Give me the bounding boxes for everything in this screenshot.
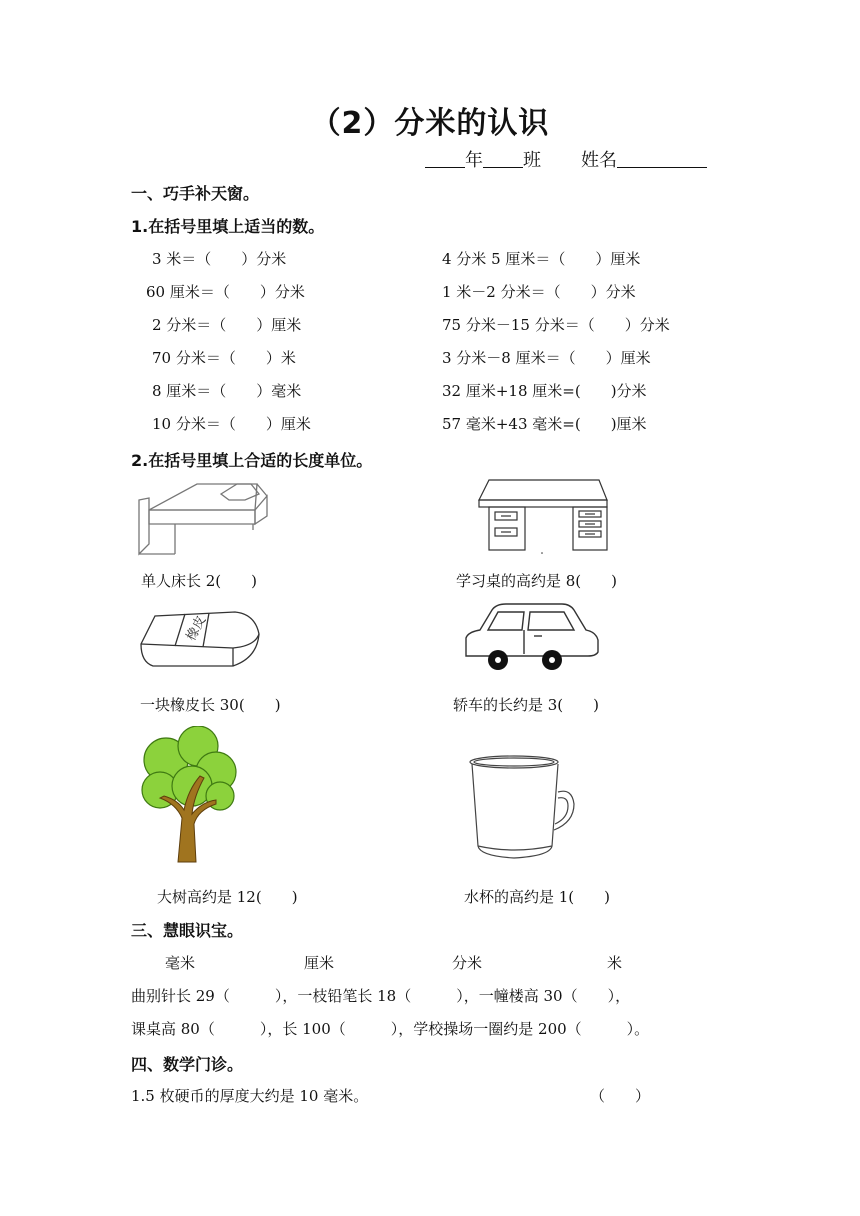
q1-right-item: 75 分米－15 分米＝（ ）分米 [442,316,670,334]
section3-line2: 课桌高 80（ ），长 100（ ），学校操场一圈约是 200（ ）。 [131,1020,650,1038]
section3-heading: 三、慧眼识宝。 [131,921,244,940]
q1-left-item: 8 厘米＝（ ）毫米 [152,382,302,400]
q1-right-item: 3 分米－8 厘米＝（ ）厘米 [442,349,651,367]
year-blank[interactable] [425,149,465,168]
unit-option: 厘米 [304,954,335,972]
bed-image [135,474,275,558]
class-name-line [425,146,707,172]
car-question: 轿车的长约是 3( ) [453,696,600,714]
class-label: 班 [523,150,541,171]
eraser-image [137,608,262,670]
page-title: （2）分米的认识 [310,106,550,141]
section4-heading: 四、数学门诊。 [131,1055,244,1074]
unit-option: 米 [607,954,623,972]
section4-q1-answer: （ ） [590,1087,651,1105]
eraser-question: 一块橡皮长 30( ) [140,696,281,714]
q1-right-item: 57 毫米+43 毫米=( )厘米 [442,415,647,433]
q1-left-item: 70 分米＝（ ）米 [152,349,296,367]
name-label: 姓名 [581,150,617,171]
bed-question: 单人床长 2( ) [141,572,258,590]
q2-heading: 2.在括号里填上合适的长度单位。 [131,451,373,470]
desk-question: 学习桌的高约是 8( ) [456,572,618,590]
q1-left-item: 2 分米＝（ ）厘米 [152,316,302,334]
section4-q1: 1.5 枚硬币的厚度大约是 10 毫米。 [131,1087,369,1105]
class-blank[interactable] [483,149,523,168]
q1-right-item: 1 米－2 分米＝（ ）分米 [442,283,636,301]
cup-image [468,752,580,864]
q1-right-item: 4 分米 5 厘米＝（ ）厘米 [442,250,641,268]
year-label: 年 [465,150,483,171]
cup-question: 水杯的高约是 1( ) [464,888,611,906]
section1-heading: 一、巧手补天窗。 [131,184,260,203]
q1-right-item: 32 厘米+18 厘米=( )分米 [442,382,647,400]
eraser-label: 橡皮 [183,613,210,644]
q1-heading: 1.在括号里填上适当的数。 [131,217,325,236]
car-image [462,602,602,674]
q1-left-item: 10 分米＝（ ）厘米 [152,415,311,433]
tree-image [136,726,238,864]
name-blank[interactable] [617,149,707,168]
unit-option: 毫米 [165,954,196,972]
q1-left-item: 60 厘米＝（ ）分米 [146,283,305,301]
desk-image [475,478,610,558]
section3-line1: 曲别针长 29（ ），一枝铅笔长 18（ ），一幢楼高 30（ ）， [131,987,631,1005]
tree-question: 大树高约是 12( ) [157,888,298,906]
q1-left-item: 3 米＝（ ）分米 [152,250,287,268]
unit-option: 分米 [452,954,483,972]
